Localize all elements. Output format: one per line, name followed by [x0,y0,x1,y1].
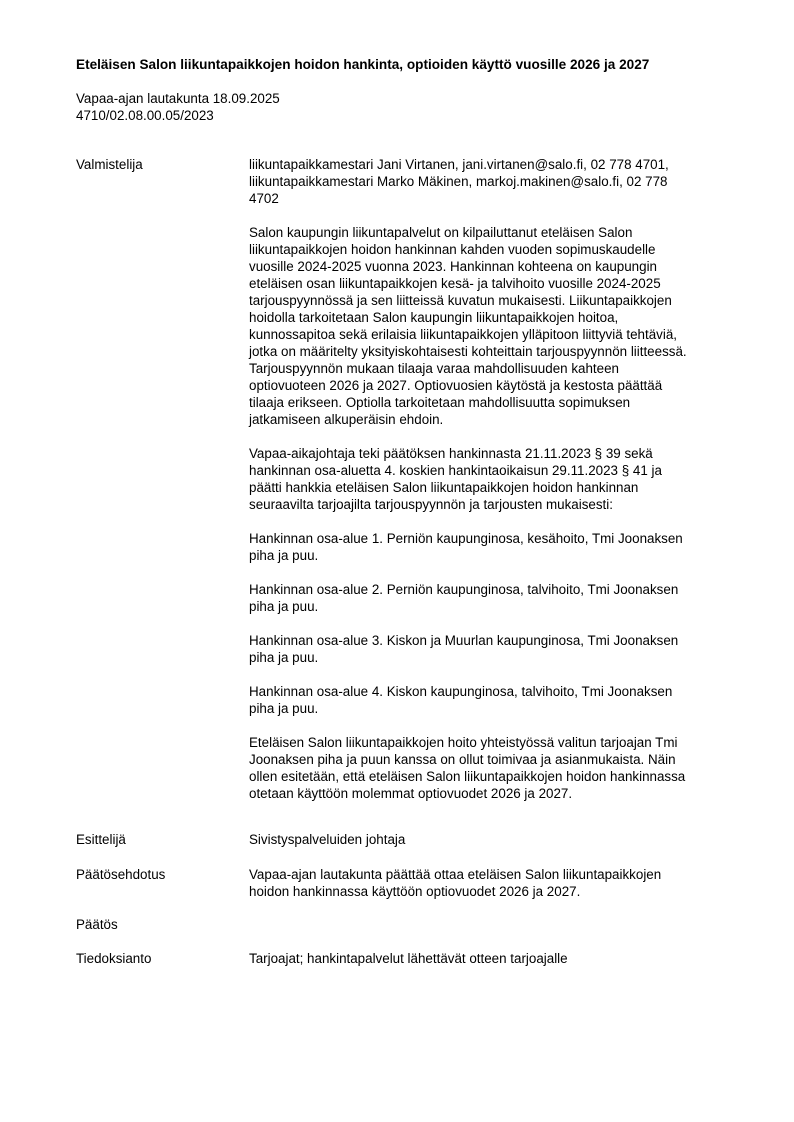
text-line: seuraavilta tarjoajilta tarjouspyynnön ja tarjousten mukaisesti: [249,497,613,512]
valmistelija-label: Valmistelija [76,157,143,172]
document-title: Eteläisen Salon liikuntapaikkojen hoidon hankinta, optioiden käyttö vuosille 2026 ja 2027 [76,57,650,72]
text-line: piha ja puu. [249,599,319,614]
text-line: kunnossapitoa sekä erilaisia liikuntapaikkojen ylläpitoon liittyviä tehtäviä, [249,327,677,342]
text-line: Vapaa-aikajohtaja teki päätöksen hankinnasta 21.11.2023 § 39 sekä [249,446,653,461]
text-line: Hankinnan osa-alue 4. Kiskon kaupunginosa, talvihoito, Tmi Joonaksen [249,684,673,699]
text-line: Vapaa-ajan lautakunta päättää ottaa eteläisen Salon liikuntapaikkojen [249,867,662,882]
text-line: tilaaja erikseen. Optiolla tarkoitetaan mahdollisuutta sopimuksen [249,395,631,410]
document-meta [76,90,280,124]
preparer-line: liikuntapaikkamestari Jani Virtanen, jani.virtanen@salo.fi, 02 778 4701, [249,157,669,172]
text-line: jotka on määritelty yksityiskohtaisesti kohteittain tarjouspyynnön liitteessä. [249,344,687,359]
text-line: päätti hankkia eteläisen Salon liikuntapaikkojen hoidon hankinnan [249,480,639,495]
record-id: 4710/02.08.00.05/2023 [76,108,214,123]
paragraph-area-4 [249,683,733,717]
paatos-label: Päätös [76,917,118,932]
text-line: piha ja puu. [249,650,319,665]
text-line: Hankinnan osa-alue 1. Perniön kaupunginosa, kesähoito, Tmi Joonaksen [249,531,683,546]
paatosehdotus-value [249,866,733,900]
text-line: otetaan käyttöön molemmat optiovuodet 2026 ja 2027. [249,786,573,801]
esittelija-value: Sivistyspalveluiden johtaja [249,832,406,847]
paragraph-decision-history [249,445,733,513]
text-line: hankinnan osa-aluetta 4. koskien hankintaoikaisun 29.11.2023 § 41 ja [249,463,662,478]
paragraph-area-1 [249,530,733,564]
preparer-line: liikuntapaikkamestari Marko Mäkinen, markoj.makinen@salo.fi, 02 778 [249,174,668,189]
text-line: optiovuoteen 2026 ja 2027. Optiovuosien käytöstä ja kestosta päättää [249,378,663,393]
text-line: hoidolla tarkoitetaan Salon kaupungin liikuntapaikkojen hoitoa, [249,310,619,325]
text-line: Salon kaupungin liikuntapalvelut on kilpailuttanut eteläisen Salon [249,225,633,240]
valmistelija-content [249,156,733,802]
text-line: eteläisen osan liikuntapaikkojen kesä- ja talvihoito vuosille 2024-2025 [249,276,661,291]
text-line: ollen esitetään, että eteläisen Salon liikuntapaikkojen hoidon hankinnassa [249,769,686,784]
text-line: tarjouspyynnössä ja sen liitteissä kuvatun mukaisesti. Liikuntapaikkojen [249,293,672,308]
text-line: piha ja puu. [249,701,319,716]
paragraph-area-2 [249,581,733,615]
tiedoksianto-value: Tarjoajat; hankintapalvelut lähettävät otteen tarjoajalle [249,951,568,966]
paragraph-conclusion [249,734,733,802]
text-line: hoidon hankinnassa käyttöön optiovuodet 2026 ja 2027. [249,884,581,899]
paragraph-area-3 [249,632,733,666]
text-line: Eteläisen Salon liikuntapaikkojen hoito yhteistyössä valitun tarjoajan Tmi [249,735,678,750]
text-line: liikuntapaikkojen hoidon hankinnan kahden vuoden sopimuskaudelle [249,242,656,257]
text-line: Hankinnan osa-alue 2. Perniön kaupunginosa, talvihoito, Tmi Joonaksen [249,582,679,597]
preparers-block [249,156,733,207]
paragraph-background [249,224,733,428]
text-line: Tarjouspyynnön mukaan tilaaja varaa mahdollisuuden kahteen [249,361,619,376]
text-line: Joonaksen piha ja puun kanssa on ollut toimivaa ja asianmukaista. Näin [249,752,676,767]
text-line: jatkamiseen alkuperäisin ehdoin. [249,412,444,427]
text-line: piha ja puu. [249,548,319,563]
preparer-line: 4702 [249,191,279,206]
paatosehdotus-label: Päätösehdotus [76,867,166,882]
meeting-info: Vapaa-ajan lautakunta 18.09.2025 [76,91,280,106]
text-line: Hankinnan osa-alue 3. Kiskon ja Muurlan kaupunginosa, Tmi Joonaksen [249,633,679,648]
esittelija-label: Esittelijä [76,832,126,847]
tiedoksianto-label: Tiedoksianto [76,951,152,966]
text-line: vuosille 2024-2025 vuonna 2023. Hankinnan kohteena on kaupungin [249,259,657,274]
